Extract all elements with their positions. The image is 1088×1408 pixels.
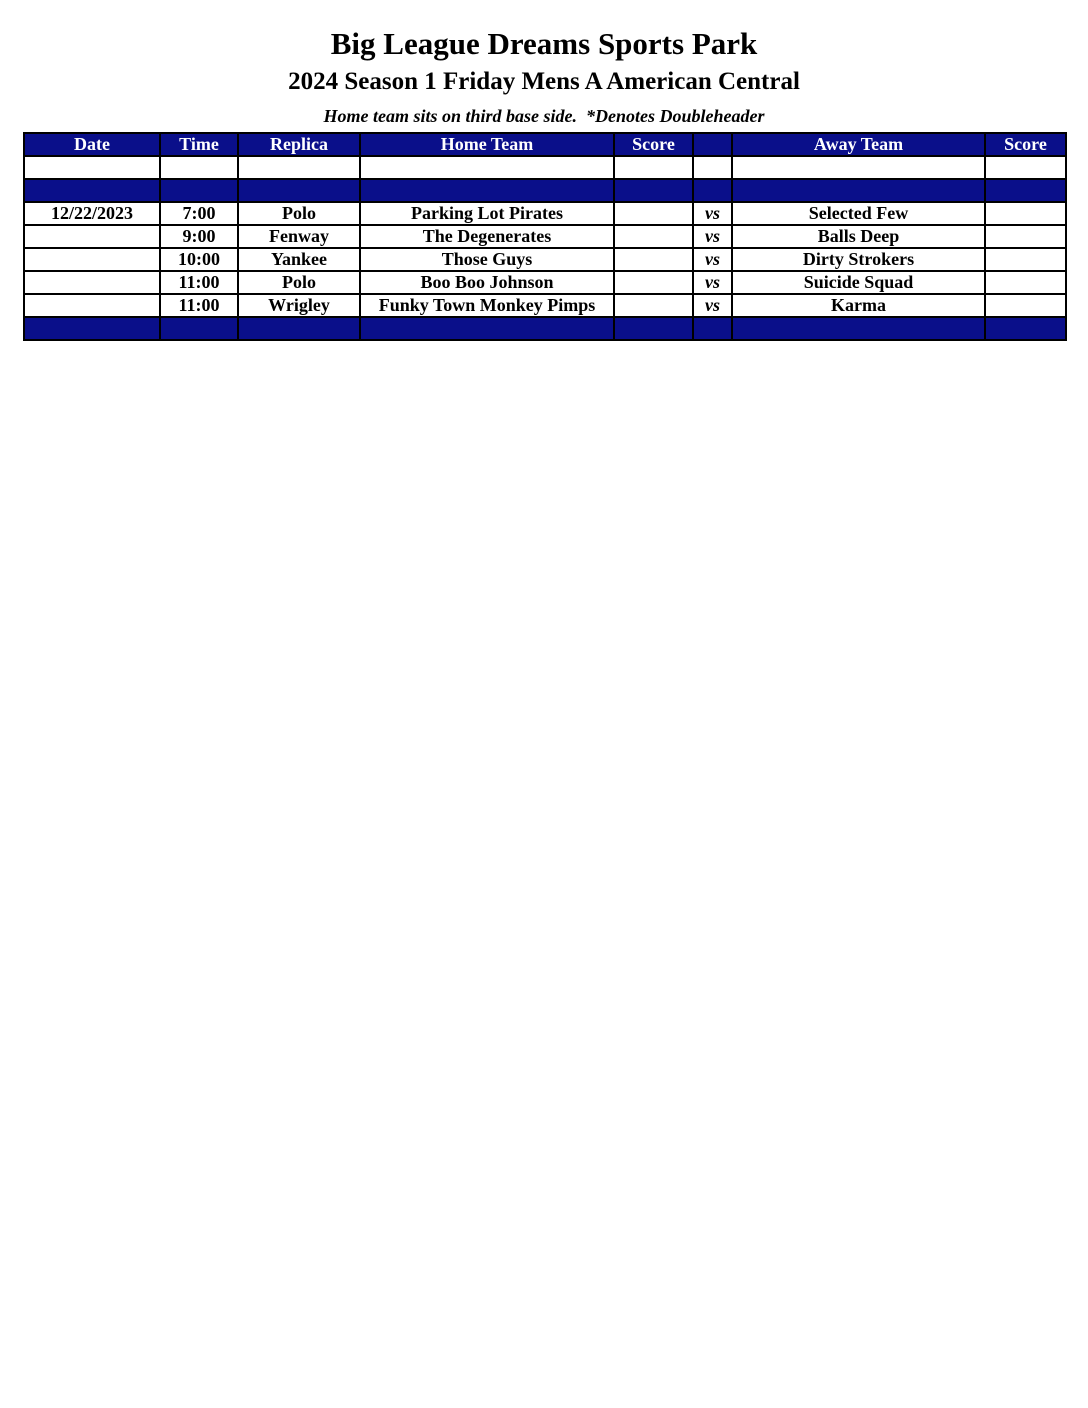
home-team: The Degenerates (360, 225, 614, 248)
game-date (24, 271, 160, 294)
away-team: Dirty Strokers (732, 248, 985, 271)
table-row (24, 294, 1066, 317)
footer-band-row (24, 317, 1066, 340)
column-header-replica: Replica (238, 133, 360, 156)
away-score (985, 248, 1066, 271)
column-header-home-team: Home Team (360, 133, 614, 156)
game-date (24, 225, 160, 248)
away-team: Balls Deep (732, 225, 985, 248)
game-time: 11:00 (160, 294, 238, 317)
empty-row (24, 156, 1066, 179)
game-replica: Polo (238, 202, 360, 225)
separator-band-row (24, 179, 1066, 202)
home-team: Parking Lot Pirates (360, 202, 614, 225)
table-header-row (24, 133, 1066, 156)
column-header-home-score: Score (614, 133, 693, 156)
table-row (24, 248, 1066, 271)
vs-label: vs (693, 271, 732, 294)
table-row (24, 271, 1066, 294)
page-title: Big League Dreams Sports Park (330, 26, 758, 61)
home-team: Funky Town Monkey Pimps (360, 294, 614, 317)
game-date (24, 294, 160, 317)
game-time: 7:00 (160, 202, 238, 225)
home-score (614, 271, 693, 294)
away-team: Karma (732, 294, 985, 317)
game-time: 11:00 (160, 271, 238, 294)
column-header-time: Time (160, 133, 238, 156)
away-team: Selected Few (732, 202, 985, 225)
home-score (614, 202, 693, 225)
home-team: Those Guys (360, 248, 614, 271)
vs-label: vs (693, 248, 732, 271)
vs-label: vs (693, 225, 732, 248)
away-score (985, 271, 1066, 294)
game-time: 10:00 (160, 248, 238, 271)
schedule-table (23, 132, 1067, 341)
schedule-note: Home team sits on third base side. *Denotes Doubleheader (323, 106, 765, 126)
home-team: Boo Boo Johnson (360, 271, 614, 294)
game-date (24, 248, 160, 271)
game-date: 12/22/2023 (24, 202, 160, 225)
vs-label: vs (693, 202, 732, 225)
game-replica: Wrigley (238, 294, 360, 317)
home-score (614, 294, 693, 317)
away-score (985, 294, 1066, 317)
home-score (614, 248, 693, 271)
column-header-vs (693, 133, 732, 156)
game-time: 9:00 (160, 225, 238, 248)
away-score (985, 202, 1066, 225)
away-team: Suicide Squad (732, 271, 985, 294)
column-header-away-team: Away Team (732, 133, 985, 156)
home-score (614, 225, 693, 248)
page-subtitle: 2024 Season 1 Friday Mens A American Central (288, 68, 800, 95)
table-row (24, 202, 1066, 225)
game-replica: Fenway (238, 225, 360, 248)
vs-label: vs (693, 294, 732, 317)
game-replica: Polo (238, 271, 360, 294)
game-replica: Yankee (238, 248, 360, 271)
column-header-date: Date (24, 133, 160, 156)
table-row (24, 225, 1066, 248)
column-header-away-score: Score (985, 133, 1066, 156)
away-score (985, 225, 1066, 248)
